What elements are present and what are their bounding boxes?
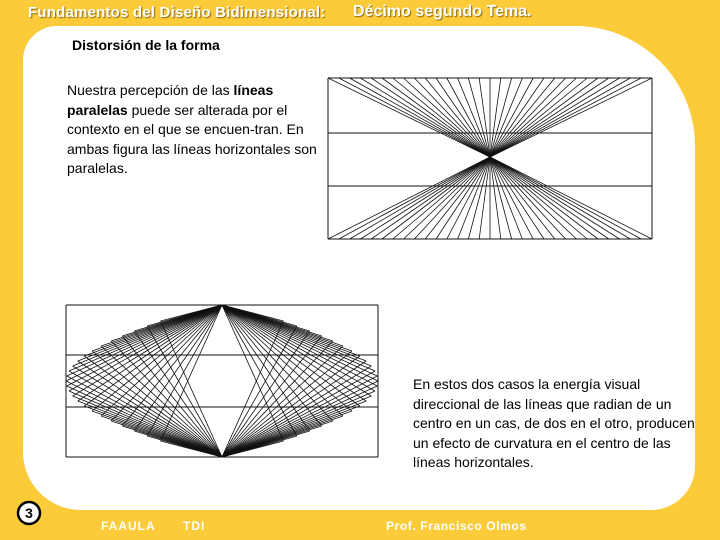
ray-line (404, 157, 490, 239)
ray-line (222, 305, 352, 411)
ray-line (490, 157, 576, 239)
ray-line (479, 78, 490, 157)
intro-text-part2: puede ser alterada por el contexto en el que se encuen-tran. En ambas figura las líneas horizontales son paralelas. (67, 101, 317, 176)
ray-line (371, 78, 490, 157)
ray-line (73, 305, 222, 366)
ray-line (222, 366, 371, 457)
slide-subtitle: Distorsión de la forma (72, 37, 220, 53)
topic-title: Décimo segundo Tema. (353, 3, 532, 20)
ray-line (222, 305, 371, 396)
ray-line (222, 381, 378, 457)
chapter-logo-icon (16, 500, 42, 526)
ray-line (425, 157, 490, 239)
footer-unit: TDI (183, 519, 206, 533)
ray-line (73, 396, 222, 457)
ray-line (490, 78, 544, 157)
ray-line (490, 78, 555, 157)
figure-radiating-center-svg (326, 76, 656, 244)
ray-line (69, 305, 222, 391)
intro-text-part1: Nuestra percepción de las (67, 82, 234, 98)
ray-line (490, 157, 587, 239)
ray-line (222, 305, 377, 376)
figure-radiating-two-points (64, 303, 382, 468)
ray-line (339, 157, 490, 239)
ray-line (328, 78, 490, 157)
ray-line (393, 78, 490, 157)
ray-line (490, 157, 641, 239)
ray-line (490, 78, 630, 157)
intro-paragraph (67, 81, 317, 179)
ray-line (404, 78, 490, 157)
ray-line (425, 78, 490, 157)
ray-line (490, 78, 576, 157)
figure-radiating-two-points-svg (64, 303, 382, 463)
ray-line (222, 305, 378, 381)
ray-line (350, 78, 490, 157)
figure-radiating-center (326, 76, 656, 249)
ray-line (393, 157, 490, 239)
ray-line (222, 305, 375, 391)
ray-line (73, 305, 222, 396)
intro-text-bold: líneas paralelas (67, 82, 274, 118)
ray-line (350, 157, 490, 239)
ray-line (328, 157, 490, 239)
ray-line (222, 386, 377, 457)
ray-line (490, 78, 652, 157)
ray-line (490, 157, 501, 239)
ray-line (67, 386, 222, 457)
ray-line (73, 366, 222, 457)
ray-line (490, 157, 609, 239)
ray-line (490, 157, 555, 239)
ray-line (222, 305, 371, 366)
ray-line (222, 396, 371, 457)
ray-line (490, 78, 587, 157)
ray-line (66, 305, 222, 381)
ray-line (479, 157, 490, 239)
ray-line (490, 78, 641, 157)
ray-line (490, 78, 501, 157)
ray-line (66, 381, 222, 457)
ray-line (339, 78, 490, 157)
slide-header (0, 0, 720, 28)
footer-institution: FAAULA (101, 519, 156, 533)
ray-line (490, 157, 630, 239)
ray-line (371, 157, 490, 239)
conclusion-paragraph: En estos dos casos la energía visual direccional de las líneas que radian de un centro en un cas, de dos en el otro, producen un efecto de curvatura en el centro de las líneas horizontales. (413, 376, 695, 470)
logo-circle-svg (16, 500, 42, 526)
ray-line (490, 78, 609, 157)
ray-line (490, 157, 652, 239)
ray-line (92, 305, 222, 411)
logo-glyph: 3 (25, 505, 33, 521)
footer-author: Prof. Francisco Olmos (386, 519, 527, 533)
ray-line (436, 78, 490, 157)
ray-line (490, 157, 544, 239)
ray-line (67, 305, 222, 376)
course-title: Fundamentos del Diseño Bidimensional: (28, 4, 326, 21)
ray-line (436, 157, 490, 239)
